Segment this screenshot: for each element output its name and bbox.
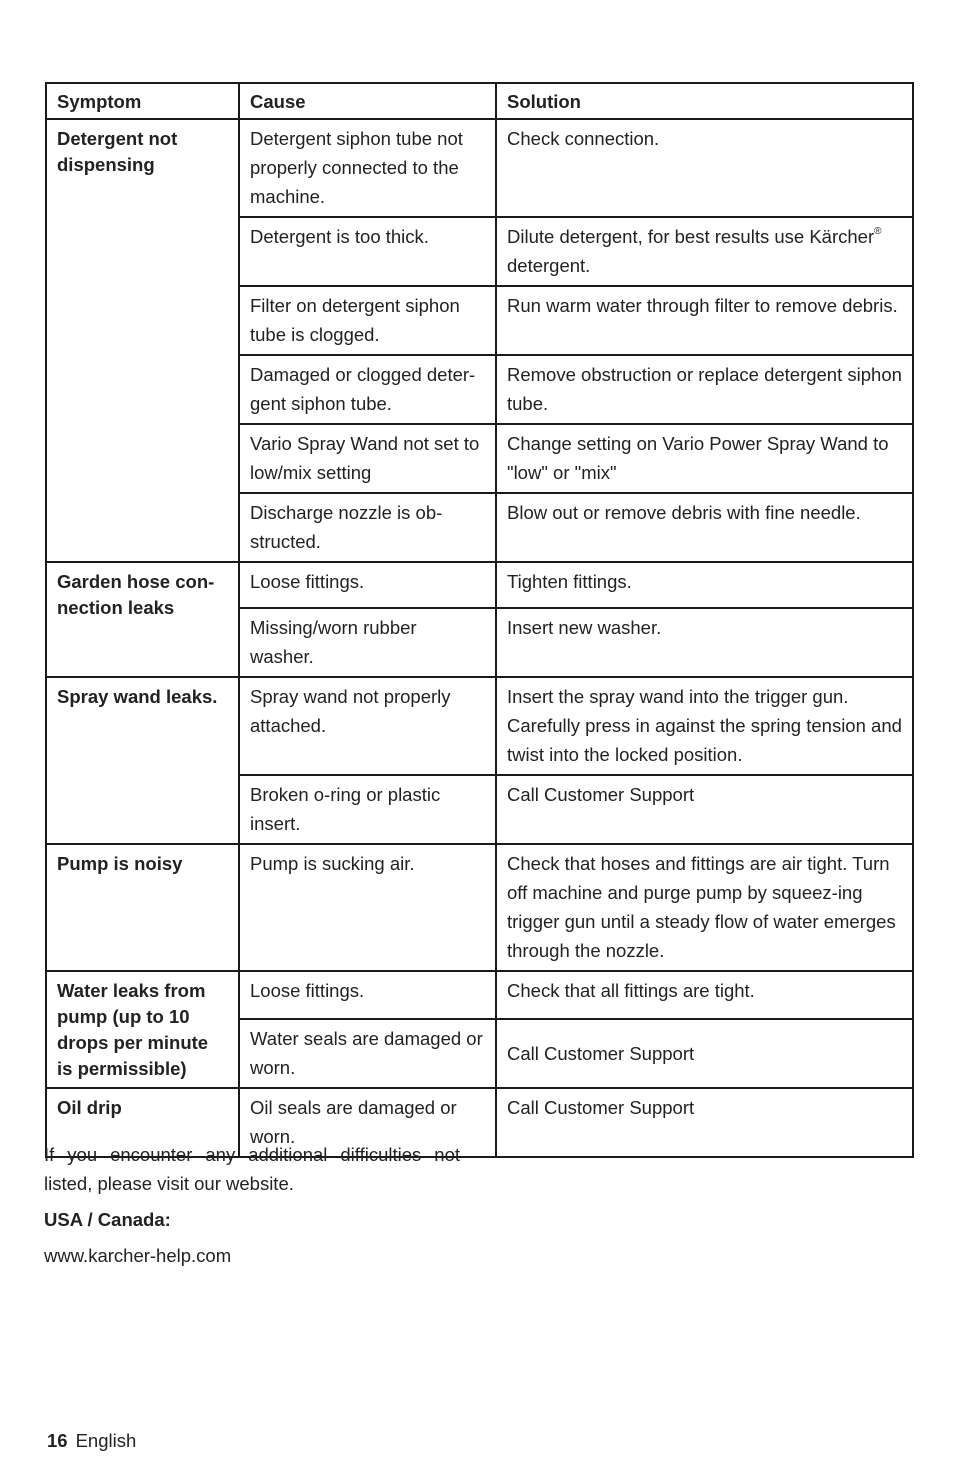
solution-cell: Insert new washer.	[496, 608, 913, 677]
cause-cell: Damaged or clogged deter-gent siphon tube.	[239, 355, 496, 424]
solution-cell: Tighten fittings.	[496, 562, 913, 608]
symptom-cell: Oil drip	[46, 1088, 239, 1157]
header-solution: Solution	[496, 83, 913, 119]
header-cause: Cause	[239, 83, 496, 119]
table-row	[46, 677, 913, 775]
table-row	[46, 562, 913, 608]
cause-cell: Detergent siphon tube not properly connected to the machine.	[239, 119, 496, 217]
solution-cell: Run warm water through filter to remove debris.	[496, 286, 913, 355]
solution-cell: Call Customer Support	[496, 1088, 913, 1157]
cause-cell: Filter on detergent siphon tube is clogged.	[239, 286, 496, 355]
solution-cell: Check that hoses and fittings are air tight. Turn off machine and purge pump by squeez-ing trigger gun until a steady flow of water emerges through the nozzle.	[496, 844, 913, 971]
solution-cell: Remove obstruction or replace detergent siphon tube.	[496, 355, 913, 424]
table-header-row	[46, 83, 913, 119]
solution-cell: Check connection.	[496, 119, 913, 217]
solution-cell: Call Customer Support	[496, 775, 913, 844]
cause-cell: Missing/worn rubber washer.	[239, 608, 496, 677]
symptom-cell: Detergent not dispensing	[46, 119, 239, 562]
symptom-cell: Pump is noisy	[46, 844, 239, 971]
symptom-cell: Water leaks from pump (up to 10 drops per minute is permissible)	[46, 971, 239, 1088]
page-number: 16	[47, 1430, 68, 1451]
cause-cell: Oil seals are damaged or worn.	[239, 1088, 496, 1157]
solution-cell: Call Customer Support	[496, 1019, 913, 1088]
solution-cell	[496, 217, 913, 286]
registered-mark: ®	[874, 225, 882, 237]
region-label: USA / Canada:	[44, 1209, 171, 1230]
cause-cell: Pump is sucking air.	[239, 844, 496, 971]
cause-cell: Loose fittings.	[239, 562, 496, 608]
cause-cell: Broken o-ring or plastic insert.	[239, 775, 496, 844]
solution-cell: Blow out or remove debris with fine needle.	[496, 493, 913, 562]
solution-cell: Check that all fittings are tight.	[496, 971, 913, 1019]
cause-cell: Vario Spray Wand not set to low/mix setting	[239, 424, 496, 493]
solution-text: Dilute detergent, for best results use Kärcher	[507, 226, 875, 247]
cause-cell: Discharge nozzle is ob-structed.	[239, 493, 496, 562]
table-row	[46, 119, 913, 217]
footer-language: English	[75, 1430, 137, 1451]
solution-cell: Insert the spray wand into the trigger gun. Carefully press in against the spring tension and twist into the locked position.	[496, 677, 913, 775]
page-footer	[47, 1428, 136, 1454]
solution-cell: Change setting on Vario Power Spray Wand to "low" or "mix"	[496, 424, 913, 493]
troubleshooting-table	[45, 82, 914, 1158]
symptom-cell: Garden hose con-nection leaks	[46, 562, 239, 677]
cause-cell: Spray wand not properly attached.	[239, 677, 496, 775]
website-url: www.karcher-help.com	[44, 1245, 232, 1266]
symptom-cell: Spray wand leaks.	[46, 677, 239, 844]
solution-text-tail: detergent.	[507, 255, 591, 276]
table-row	[46, 844, 913, 971]
cause-cell: Detergent is too thick.	[239, 217, 496, 286]
table-row	[46, 971, 913, 1019]
cause-cell: Loose fittings.	[239, 971, 496, 1019]
cause-cell: Water seals are damaged or worn.	[239, 1019, 496, 1088]
additional-help-text: If you encounter any additional difficulties not listed, please visit our website.	[44, 1144, 460, 1194]
header-symptom: Symptom	[46, 83, 239, 119]
